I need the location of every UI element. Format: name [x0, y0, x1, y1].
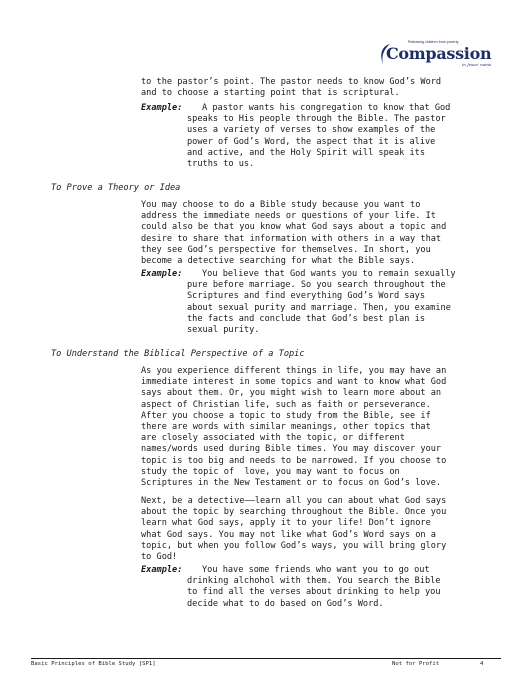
example-label: Example:	[141, 103, 183, 113]
footer-notice: Not for Profit	[392, 661, 440, 667]
footer-rule	[31, 658, 501, 659]
logo-wordmark: Compassion	[386, 44, 492, 63]
example-text: speaks to His people through the Bible. The pastor uses a variety of verses to show examples of the power of God’s Word, the aspect that it is alive and active, and the Holy Spirit will speak its truths to us.	[187, 114, 446, 169]
paragraph-biblical-perspective: As you experience different things in life, you may have an immediate interest in some topics and want to know what God says about them. Or, you might wish to learn more about an aspect of Christian life, such as faith or perseverance. After you choose a topic to study from the Bible, see if there are words with similar meanings, other topics that are closely associated with the topic, or different names/words used during Bible times. You may discover your topic is too big and needs to be narrowed. If you choose to study the topic of love, you may want to focus on Scriptures in the New Testament or to focus on God’s love.	[141, 366, 447, 489]
footer-document-title: Basic Principles of Bible Study [SP1]	[31, 661, 156, 667]
example-label: Example:	[141, 269, 183, 279]
example-text: drinking alchohol with them. You search the Bible to find all the verses about drinking to help you decide what to do based on God’s Word.	[187, 576, 441, 609]
example-first-line: A pastor wants his congregation to know that God	[202, 103, 451, 113]
example-first-line: You believe that God wants you to remain sexually	[202, 269, 456, 279]
paragraph-prove-theory: You may choose to do a Bible study because you want to address the immediate needs or questions of your life. It could also be that you know what God says about a topic and desire to share that information with others in a way that they see God’s perspective for themselves. In short, you become a detective searching for what the Bible says.	[141, 200, 447, 267]
logo-tagline: Releasing children from poverty	[408, 40, 459, 44]
logo-subline: in Jesus' name	[462, 62, 492, 67]
compassion-logo	[378, 40, 508, 70]
paragraph-continuation: to the pastor’s point. The pastor needs to know God’s Word and to choose a starting point that is scriptural.	[141, 77, 442, 99]
example-label: Example:	[141, 565, 183, 575]
section-heading-prove-theory: To Prove a Theory or Idea	[51, 183, 181, 193]
paragraph-detective: Next, be a detective——learn all you can about what God says about the topic by searching throughout the Bible. Once you learn what God says, apply it to your life! Don’t ignore what God says. You may not like what God’s Word says on a topic, but when you follow God’s ways, you will bring glory to God!	[141, 496, 447, 563]
section-heading-biblical-perspective: To Understand the Biblical Perspective of a Topic	[51, 349, 305, 359]
footer-page-number: 4	[480, 661, 484, 667]
example-text: pure before marriage. So you search throughout the Scriptures and find everything God’s Word says about sexual purity and marriage. Then, you examine the facts and conclude that God’s best plan is sexual purity.	[187, 280, 451, 335]
example-first-line: You have some friends who want you to go out	[202, 565, 430, 575]
